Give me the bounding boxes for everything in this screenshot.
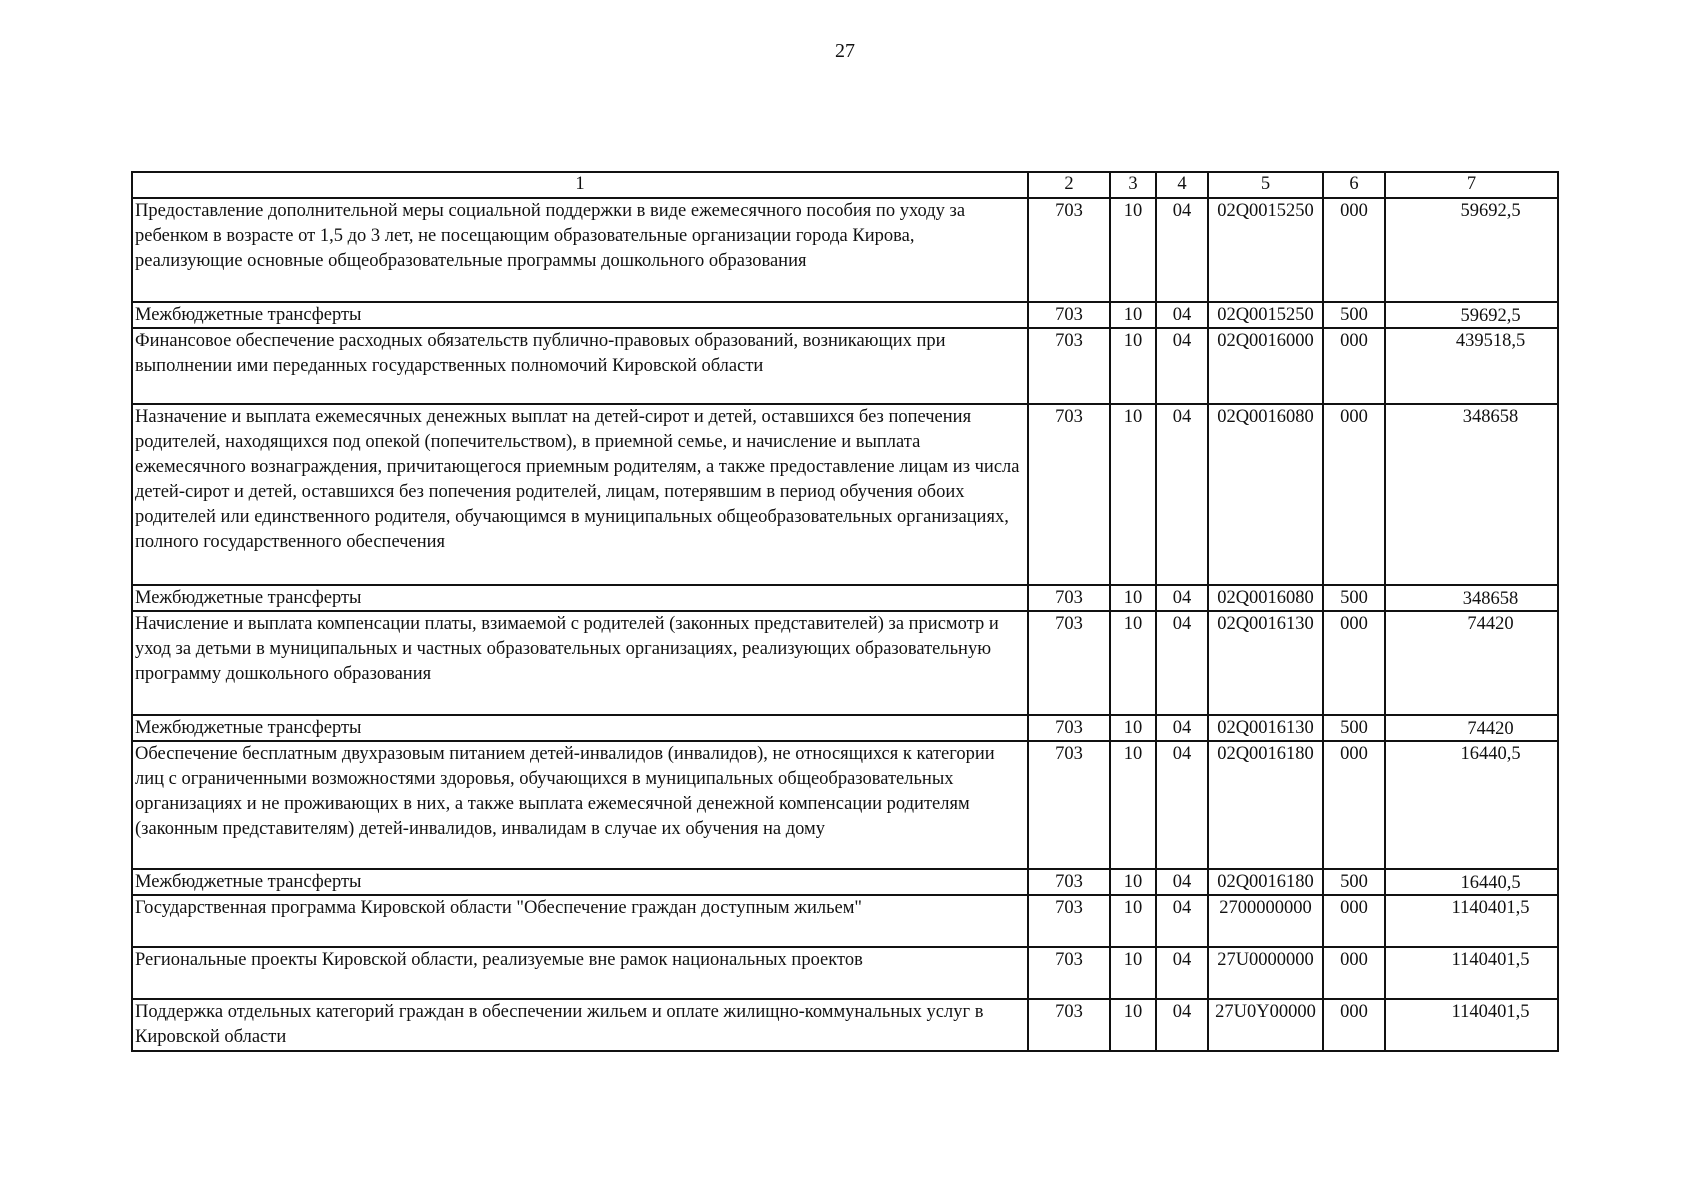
row-col-4: 04 (1156, 198, 1208, 302)
header-col-5: 5 (1208, 172, 1323, 198)
row-col-2: 703 (1028, 869, 1110, 895)
row-col-4: 04 (1156, 585, 1208, 611)
row-col-2: 703 (1028, 895, 1110, 947)
header-col-2: 2 (1028, 172, 1110, 198)
row-description: Предоставление дополнительной меры социальной поддержки в виде ежемесячного пособия по уходу за ребенком в возрасте от 1,5 до 3 лет, не посещающим образовательные организации города Кирова, реализующие основные общеобразовательные программы дошкольного образования (132, 198, 1028, 302)
row-col-4: 04 (1156, 611, 1208, 715)
row-col-6: 000 (1323, 741, 1385, 869)
row-col-6: 000 (1323, 895, 1385, 947)
row-col-4: 04 (1156, 404, 1208, 585)
header-row (132, 172, 1558, 198)
row-col-7: 1140401,5 (1385, 947, 1558, 999)
row-col-5: 02Q0016180 (1208, 869, 1323, 895)
table-row (132, 947, 1558, 999)
row-col-4: 04 (1156, 895, 1208, 947)
row-col-6: 500 (1323, 585, 1385, 611)
row-col-2: 703 (1028, 715, 1110, 741)
row-description: Межбюджетные трансферты (132, 869, 1028, 895)
header-col-4: 4 (1156, 172, 1208, 198)
row-col-6: 000 (1323, 198, 1385, 302)
row-col-7: 1140401,5 (1385, 999, 1558, 1051)
row-col-5: 02Q0015250 (1208, 302, 1323, 328)
row-description: Межбюджетные трансферты (132, 585, 1028, 611)
row-description: Государственная программа Кировской области "Обеспечение граждан доступным жильем" (132, 895, 1028, 947)
row-col-6: 000 (1323, 611, 1385, 715)
row-col-6: 500 (1323, 869, 1385, 895)
row-col-2: 703 (1028, 947, 1110, 999)
row-description: Межбюджетные трансферты (132, 715, 1028, 741)
table-row (132, 895, 1558, 947)
page-number: 27 (835, 40, 855, 62)
row-description: Начисление и выплата компенсации платы, взимаемой с родителей (законных представителей) за присмотр и уход за детьми в муниципальных и частных образовательных организациях, реализующих образовательную программу дошкольного образования (132, 611, 1028, 715)
row-description: Региональные проекты Кировской области, реализуемые вне рамок национальных проектов (132, 947, 1028, 999)
budget-table (131, 171, 1559, 1052)
row-col-3: 10 (1110, 198, 1156, 302)
row-col-6: 000 (1323, 999, 1385, 1051)
row-col-7: 348658 (1385, 404, 1558, 585)
row-col-2: 703 (1028, 404, 1110, 585)
row-col-7: 59692,5 (1385, 302, 1558, 328)
row-col-5: 02Q0016180 (1208, 741, 1323, 869)
row-col-4: 04 (1156, 869, 1208, 895)
row-col-6: 000 (1323, 947, 1385, 999)
row-col-7: 59692,5 (1385, 198, 1558, 302)
row-col-3: 10 (1110, 741, 1156, 869)
row-col-7: 439518,5 (1385, 328, 1558, 404)
row-col-4: 04 (1156, 947, 1208, 999)
row-col-3: 10 (1110, 404, 1156, 585)
row-col-3: 10 (1110, 302, 1156, 328)
header-col-1: 1 (132, 172, 1028, 198)
row-col-3: 10 (1110, 715, 1156, 741)
row-col-6: 500 (1323, 302, 1385, 328)
row-col-2: 703 (1028, 741, 1110, 869)
row-col-7: 74420 (1385, 611, 1558, 715)
row-col-3: 10 (1110, 869, 1156, 895)
row-col-5: 02Q0016080 (1208, 585, 1323, 611)
row-col-7: 16440,5 (1385, 869, 1558, 895)
table-row (132, 328, 1558, 404)
table-row (132, 715, 1558, 741)
row-col-6: 000 (1323, 404, 1385, 585)
row-col-7: 16440,5 (1385, 741, 1558, 869)
row-col-5: 27U0000000 (1208, 947, 1323, 999)
row-col-7: 348658 (1385, 585, 1558, 611)
row-col-3: 10 (1110, 947, 1156, 999)
row-col-4: 04 (1156, 999, 1208, 1051)
row-col-4: 04 (1156, 741, 1208, 869)
row-description: Обеспечение бесплатным двухразовым питанием детей-инвалидов (инвалидов), не относящихся к категории лиц с ограниченными возможностями здоровья, обучающихся в муниципальных общеобразовательных организациях и не проживающих в них, а также выплата ежемесячной денежной компенсации родителям (законным представителям) детей-инвалидов, инвалидам в случае их обучения на дому (132, 741, 1028, 869)
row-col-5: 02Q0016130 (1208, 715, 1323, 741)
table-row (132, 741, 1558, 869)
row-col-7: 74420 (1385, 715, 1558, 741)
table-row (132, 585, 1558, 611)
table-row (132, 869, 1558, 895)
row-description: Назначение и выплата ежемесячных денежных выплат на детей-сирот и детей, оставшихся без попечения родителей, находящихся под опекой (попечительством), в приемной семье, и начисление и выплата ежемесячного вознаграждения, причитающегося приемным родителям, а также предоставление лицам из числа детей-сирот и детей, оставшихся без попечения родителей, лицам, потерявшим в период обучения обоих родителей или единственного родителя, обучающимся в муниципальных общеобразовательных организациях, полного государственного обеспечения (132, 404, 1028, 585)
row-col-2: 703 (1028, 302, 1110, 328)
row-col-2: 703 (1028, 611, 1110, 715)
table-row (132, 302, 1558, 328)
row-col-5: 02Q0015250 (1208, 198, 1323, 302)
row-col-6: 000 (1323, 328, 1385, 404)
table-row (132, 999, 1558, 1051)
row-col-3: 10 (1110, 895, 1156, 947)
row-description: Межбюджетные трансферты (132, 302, 1028, 328)
row-col-2: 703 (1028, 198, 1110, 302)
row-col-5: 02Q0016000 (1208, 328, 1323, 404)
row-col-5: 2700000000 (1208, 895, 1323, 947)
row-col-3: 10 (1110, 328, 1156, 404)
row-col-5: 27U0Y00000 (1208, 999, 1323, 1051)
header-col-3: 3 (1110, 172, 1156, 198)
row-col-3: 10 (1110, 999, 1156, 1051)
row-col-2: 703 (1028, 585, 1110, 611)
row-description: Поддержка отдельных категорий граждан в обеспечении жильем и оплате жилищно-коммунальных услуг в Кировской области (132, 999, 1028, 1051)
header-col-7: 7 (1385, 172, 1558, 198)
row-col-3: 10 (1110, 611, 1156, 715)
row-col-4: 04 (1156, 328, 1208, 404)
row-col-3: 10 (1110, 585, 1156, 611)
row-col-4: 04 (1156, 302, 1208, 328)
row-description: Финансовое обеспечение расходных обязательств публично-правовых образований, возникающих при выполнении ими переданных государственных полномочий Кировской области (132, 328, 1028, 404)
table-row (132, 611, 1558, 715)
table-row (132, 198, 1558, 302)
row-col-2: 703 (1028, 999, 1110, 1051)
row-col-5: 02Q0016130 (1208, 611, 1323, 715)
row-col-5: 02Q0016080 (1208, 404, 1323, 585)
row-col-2: 703 (1028, 328, 1110, 404)
table-row (132, 404, 1558, 585)
row-col-6: 500 (1323, 715, 1385, 741)
row-col-7: 1140401,5 (1385, 895, 1558, 947)
row-col-4: 04 (1156, 715, 1208, 741)
header-col-6: 6 (1323, 172, 1385, 198)
